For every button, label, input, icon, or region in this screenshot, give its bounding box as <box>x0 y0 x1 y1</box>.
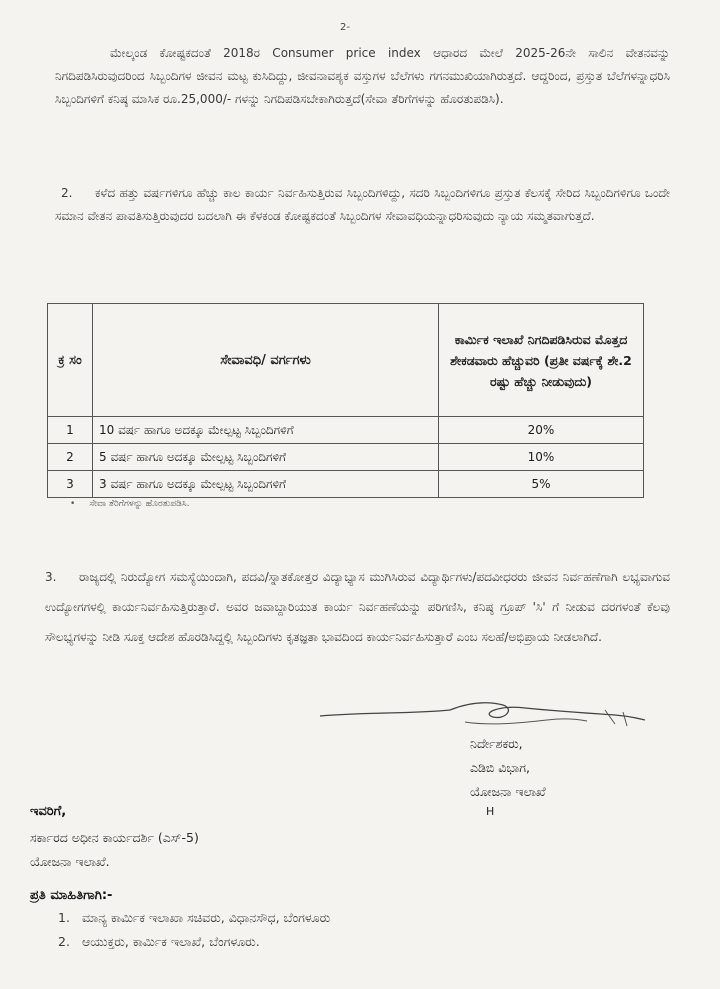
list-item <box>58 906 330 930</box>
addressee-line-1: ಸರ್ಕಾರದ ಅಧೀನ ಕಾರ್ಯದರ್ಶಿ (ಎಸ್-5) <box>30 830 199 845</box>
paragraph-3-number: 3. <box>45 570 57 584</box>
header-category: ಸೇವಾವಧಿ/ ವರ್ಗಗಳು <box>93 304 439 417</box>
paragraph-3-text: ರಾಜ್ಯದಲ್ಲಿ ನಿರುದ್ಯೋಗ ಸಮಸ್ಯೆಯಿಂದಾಗಿ, ಪದವಿ/ಸ್ನಾತಕೋತ್ತರ ವಿದ್ಯಾಭ್ಯಾಸ ಮುಗಿಸಿರುವ ವಿದ್ಯಾರ್ಥಿಗಳು/ಪದವೀಧರರು ಜೀವನ ನಿರ್ವಹಣೆಗಾಗಿ ಲಭ್ಯವಾಗುವ ಉದ್ಯೋಗಗಳಲ್ಲಿ ಕಾರ್ಯನಿರ್ವಹಿಸುತ್ತಿರುತ್ತಾರೆ. ಅವರ ಜವಾಬ್ದಾರಿಯುತ ಕಾರ್ಯ ನಿರ್ವಹಣೆಯನ್ನು ಪರಿಗಣಿಸಿ, ಕನಿಷ್ಠ ಗ್ರೂಪ್ 'ಸಿ' ಗೆ ನೀಡುವ ದರಗಳಂತೆ ಕೆಲವು ಸೌಲಭ್ಯಗಳನ್ನು ನೀಡಿ ಸೂಕ್ತ ಆದೇಶ ಹೊರಡಿಸಿದ್ದಲ್ಲಿ ಸಿಬ್ಬಂದಿಗಳು ಕೃತಜ್ಞತಾ ಭಾವದಿಂದ ಕಾರ್ಯನಿರ್ವಹಿಸುತ್ತಾರೆ ಎಂಬ ಸಲಹೆ/ಅಭಿಪ್ರಾಯ ನೀಡಲಾಗಿದೆ. <box>45 570 670 644</box>
paragraph-2 <box>55 182 670 228</box>
service-increment-table <box>47 303 644 498</box>
paragraph-3 <box>45 562 670 652</box>
table-footnote <box>70 499 189 509</box>
row-percent: 10% <box>439 444 644 471</box>
addressee-line-2: ಯೋಜನಾ ಇಲಾಖೆ. <box>30 854 110 869</box>
signatory-designation: ನಿರ್ದೇಶಕರು, <box>470 736 523 751</box>
row-category: 3 ವರ್ಷ ಹಾಗೂ ಅದಕ್ಕೂ ಮೇಲ್ಪಟ್ಟ ಸಿಬ್ಬಂದಿಗಳಿಗೆ <box>93 471 439 498</box>
addressee-title: ಇವರಿಗೆ, <box>30 804 67 819</box>
copy-to-list <box>58 906 330 954</box>
paragraph-1: ಮೇಲ್ಕಂಡ ಕೋಷ್ಟಕದಂತೆ 2018ರ Consumer price index ಆಧಾರದ ಮೇಲೆ 2025-26ನೇ ಸಾಲಿನ ವೇತನವನ್ನು ನಿಗದಿಪಡಿಸಿರುವುದರಿಂದ ಸಿಬ್ಬಂದಿಗಳ ಜೀವನ ಮಟ್ಟ ಕುಸಿದಿದ್ದು, ಜೀವನಾವಶ್ಯಕ ವಸ್ತುಗಳ ಬೆಲೆಗಳು ಗಗನಮುಖಿಯಾಗಿರುತ್ತದೆ. ಆದ್ದರಿಂದ, ಪ್ರಸ್ತುತ ಬೆಲೆಗಳನ್ನಾಧರಿಸಿ ಸಿಬ್ಬಂದಿಗಳಿಗೆ ಕನಿಷ್ಠ ಮಾಸಿಕ ರೂ.25,000/- ಗಳನ್ನು ನಿಗದಿಪಡಿಸಬೇಕಾಗಿರುತ್ತದೆ(ಸೇವಾ ತೆರಿಗೆಗಳನ್ನು ಹೊರತುಪಡಿಸಿ). <box>55 46 670 106</box>
row-category: 10 ವರ್ಷ ಹಾಗೂ ಅದಕ್ಕೂ ಮೇಲ್ಪಟ್ಟ ಸಿಬ್ಬಂದಿಗಳಿಗೆ <box>93 417 439 444</box>
list-item <box>58 930 330 954</box>
row-percent: 20% <box>439 417 644 444</box>
signature-scribble <box>315 696 650 736</box>
row-serial-number: 3 <box>48 471 93 498</box>
signature-mark: H <box>486 805 495 818</box>
footnote-bullet: • <box>70 499 76 509</box>
page-number: 2- <box>340 22 350 33</box>
copy-to-title: ಪ್ರತಿ ಮಾಹಿತಿಗಾಗಿ:- <box>30 888 113 903</box>
header-serial-number: ಕ್ರ ಸಂ <box>48 304 93 417</box>
header-increment: ಕಾರ್ಮಿಕ ಇಲಾಖೆ ನಿಗದಿಪಡಿಸಿರುವ ಮೊತ್ತದ ಶೇಕಡವಾರು ಹೆಚ್ಚುವರಿ (ಪ್ರತೀ ವರ್ಷಕ್ಕೆ ಶೇ.2 ರಷ್ಟು ಹೆಚ್ಚು ನೀಡುವುದು) <box>439 304 644 417</box>
list-item-text: ಮಾನ್ಯ ಕಾರ್ಮಿಕ ಇಲಾಖಾ ಸಚಿವರು, ವಿಧಾನಸೌಧ, ಬೆಂಗಳೂರು <box>82 910 331 925</box>
signature-block <box>470 732 546 820</box>
signatory-division: ಎಡಿಬಿ ವಿಭಾಗ, <box>470 760 531 775</box>
table-header-row <box>48 304 644 417</box>
paragraph-2-number: 2. <box>61 186 73 200</box>
paragraph-2-text: ಕಳೆದ ಹತ್ತು ವರ್ಷಗಳಿಗೂ ಹೆಚ್ಚು ಕಾಲ ಕಾರ್ಯ ನಿರ್ವಹಿಸುತ್ತಿರುವ ಸಿಬ್ಬಂದಿಗಳಿದ್ದು, ಸದರಿ ಸಿಬ್ಬಂದಿಗಳಿಗೂ ಪ್ರಸ್ತುತ ಕೆಲಸಕ್ಕೆ ಸೇರಿದ ಸಿಬ್ಬಂದಿಗಳಿಗೂ ಒಂದೇ ಸಮಾನ ವೇತನ ಪಾವತಿಸುತ್ತಿರುವುದರ ಬದಲಾಗಿ ಈ ಕೆಳಕಂಡ ಕೋಷ್ಟಕದಂತೆ ಸಿಬ್ಬಂದಿಗಳ ಸೇವಾವಧಿಯನ್ನಾಧರಿಸುವುದು ನ್ಯಾಯ ಸಮ್ಮತವಾಗುತ್ತದೆ. <box>55 186 670 223</box>
row-category: 5 ವರ್ಷ ಹಾಗೂ ಅದಕ್ಕೂ ಮೇಲ್ಪಟ್ಟ ಸಿಬ್ಬಂದಿಗಳಿಗೆ <box>93 444 439 471</box>
table-row <box>48 444 644 471</box>
row-serial-number: 1 <box>48 417 93 444</box>
table-row <box>48 471 644 498</box>
signatory-department: ಯೋಜನಾ ಇಲಾಖೆ <box>470 784 546 799</box>
list-item-text: ಆಯುಕ್ತರು, ಕಾರ್ಮಿಕ ಇಲಾಖೆ, ಬೆಂಗಳೂರು. <box>82 934 260 949</box>
addressee-block <box>30 826 199 874</box>
list-item-number: 1. <box>58 910 70 925</box>
table-row <box>48 417 644 444</box>
row-serial-number: 2 <box>48 444 93 471</box>
list-item-number: 2. <box>58 934 70 949</box>
footnote-text: ಸೇವಾ ತೆರಿಗೆಗಳನ್ನು ಹೊರತುಪಡಿಸಿ. <box>89 499 190 509</box>
row-percent: 5% <box>439 471 644 498</box>
